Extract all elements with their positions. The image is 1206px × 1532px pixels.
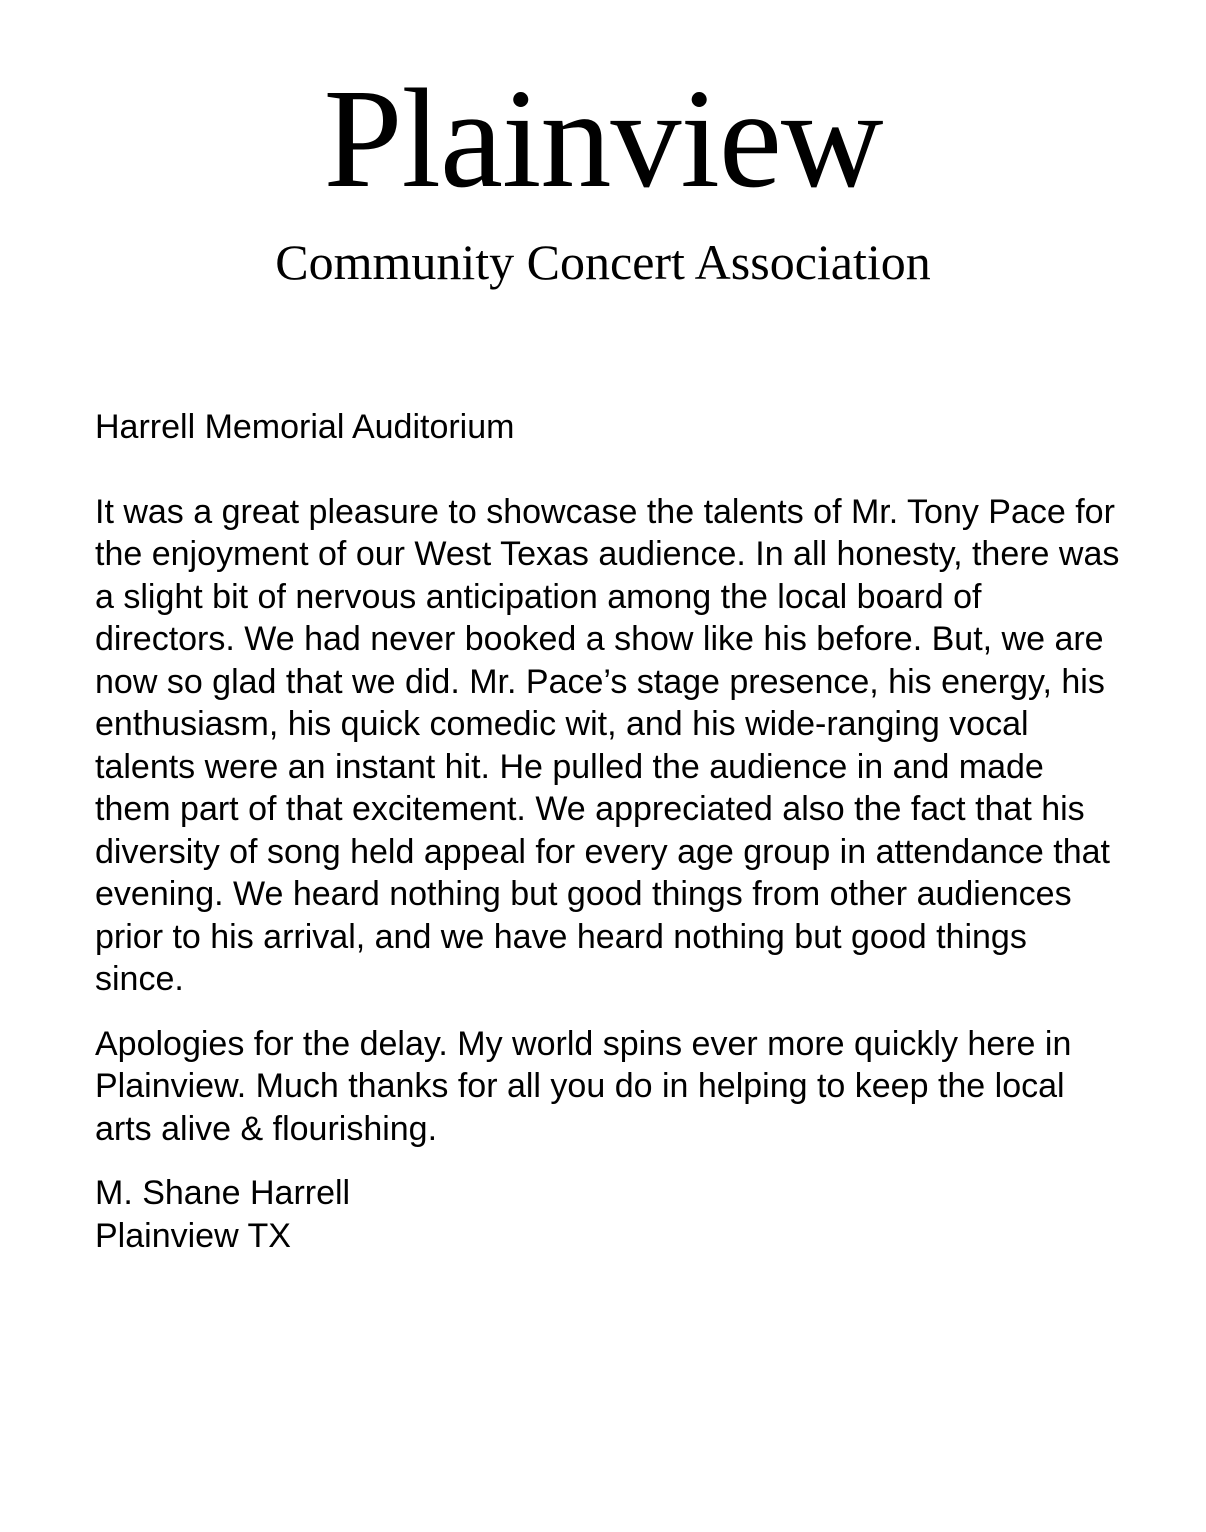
venue-line: Harrell Memorial Auditorium — [95, 408, 515, 446]
letter-paragraph-2: Apologies for the delay. My world spins ever more quickly here in Plainview. Much thanks for all you do in helping to keep the local arts alive & flourishing. — [95, 1024, 1072, 1148]
letter-body — [95, 406, 1125, 1257]
signature-name: M. Shane Harrell — [95, 1174, 351, 1212]
signature-location: Plainview TX — [95, 1216, 291, 1255]
letter-paragraph-1: It was a great pleasure to showcase the talents of Mr. Tony Pace for the enjoyment of our West Texas audience. In all honesty, there was a slight bit of nervous anticipation among the local board of directors. We had never booked a show like his before. But, we are now so glad that we did. Mr. Pace’s stage presence, his energy, his enthusiasm, his quick comedic wit, and his wide-ranging vocal talents were an instant hit. He pulled the audience in and made them part of that excitement. We appreciated also the fact that his diversity of song held appeal for every age group in attendance that evening. We heard nothing but good things from other audiences prior to his arrival, and we have heard nothing but good things since. — [95, 492, 1120, 998]
signature-block — [95, 1172, 1125, 1257]
organization-name: Plainview — [323, 59, 883, 217]
organization-subtitle: Community Concert Association — [275, 234, 931, 290]
